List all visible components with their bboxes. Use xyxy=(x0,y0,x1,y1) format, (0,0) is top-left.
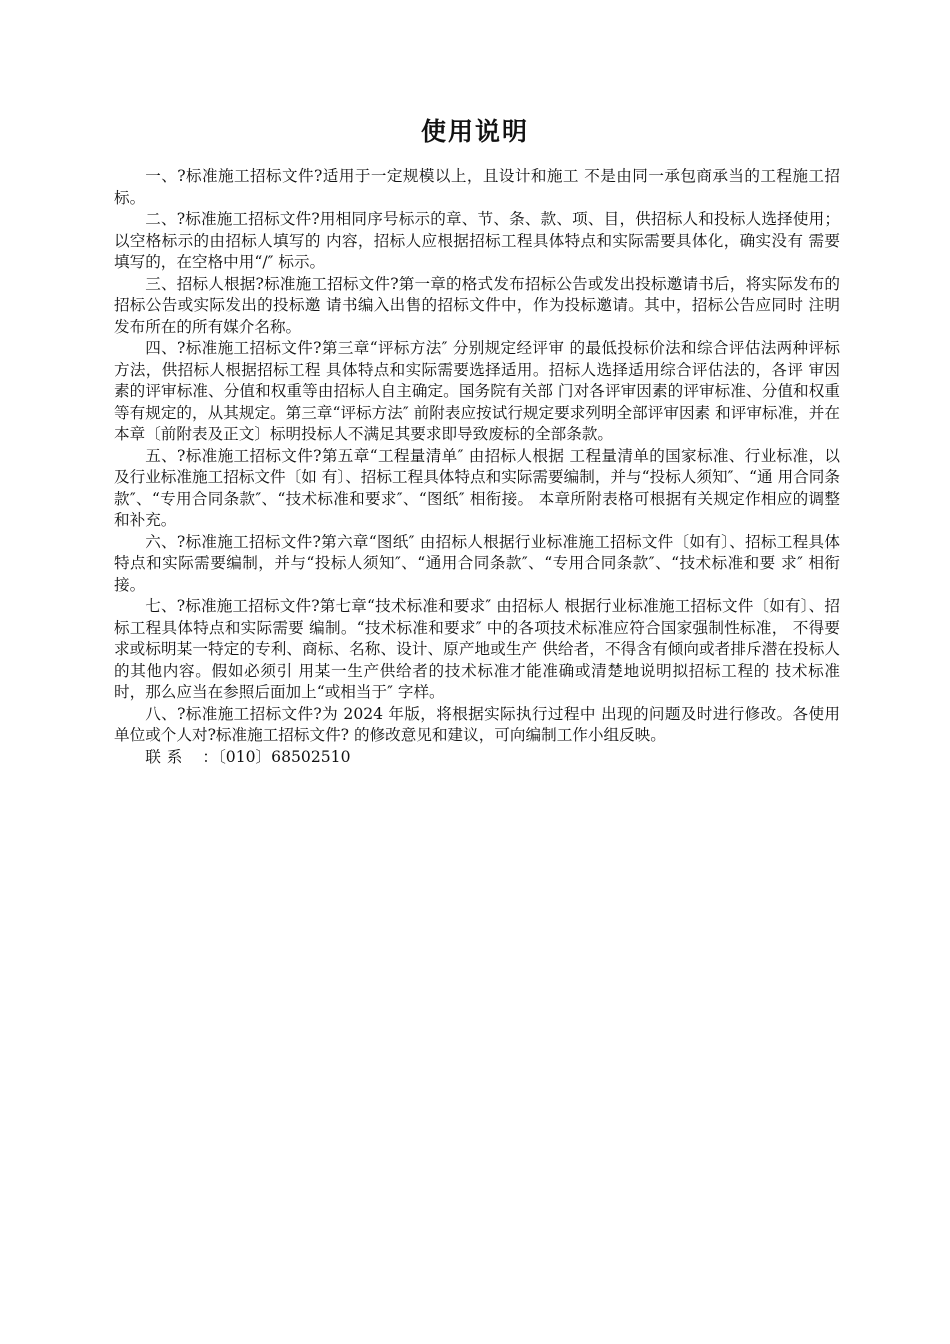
paragraph-3: 三、招标人根据?标准施工招标文件?第一章的格式发布招标公告或发出投标邀请书后，将实际发布的招标公告或实际发出的投标邀 请书编入出售的招标文件中，作为投标邀请。其中，招标公告应同时 注明发布所在的所有媒介名称。 xyxy=(114,274,840,336)
paragraph-6: 六、?标准施工招标文件?第六章“图纸″ 由招标人根据行业标准施工招标文件〔如有〕、招标工程具体特点和实际需要编制，并与“投标人须知″、“通用合同条款″、“专用合同条款″、“技术标准和要 求″ 相衔接。 xyxy=(114,532,840,594)
page-title: 使用说明 xyxy=(420,117,529,146)
contact-phone: 〔010〕68502510 xyxy=(218,747,351,766)
document-body xyxy=(114,166,840,768)
contact-line xyxy=(114,747,840,769)
contact-separator: ： xyxy=(202,747,218,766)
paragraph-8: 八、?标准施工招标文件?为 2024 年版，将根据实际执行过程中 出现的问题及时进行修改。各使用单位或个人对?标准施工招标文件? 的修改意见和建议，可向编制工作小组反映。 xyxy=(114,704,840,744)
paragraph-4: 四、?标准施工招标文件?第三章“评标方法″ 分别规定经评审 的最低投标价法和综合评估法两种评标方法，供招标人根据招标工程 具体特点和实际需要选择适用。招标人选择适用综合评估法的，各评 审因素的评审标准、分值和权重等由招标人自主确定。国务院有关部 门对各评审因素的评审标准、分值和权重等有规定的，从其规定。第三章“评标方法″ 前附表应按试行规定要求列明全部评审因素 和评审标准，并在本章〔前附表及正文〕标明投标人不满足其要求即导致废标的全部条款。 xyxy=(114,339,840,443)
paragraph-5: 五、?标准施工招标文件?第五章“工程量清单″ 由招标人根据 工程量清单的国家标准、行业标准，以及行业标准施工招标文件〔如 有〕、招标工程具体特点和实际需要编制，并与“投标人须知″、“通 用合同条款″、“专用合同条款″、“技术标准和要求″、“图纸″ 相衔接。 本章所附表格可根据有关规定作相应的调整和补充。 xyxy=(114,446,840,529)
contact-label: 联系 xyxy=(145,747,189,766)
paragraph-7: 七、?标准施工招标文件?第七章“技术标准和要求″ 由招标人 根据行业标准施工招标文件〔如有〕、招标工程具体特点和实际需要 编制。“技术标准和要求″ 中的各项技术标准应符合国家强制性标准， 不得要求或标明某一特定的专利、商标、名称、设计、原产地或生产 供给者，不得含有倾向或者排斥潜在投标人的其他内容。假如必须引 用某一生产供给者的技术标准才能准确或清楚地说明拟招标工程的 技术标准时，那么应当在参照后面加上“或相当于″ 字样。 xyxy=(114,597,840,701)
paragraph-2: 二、?标准施工招标文件?用相同序号标示的章、节、条、款、项、目，供招标人和投标人选择使用；以空格标示的由招标人填写的 内容，招标人应根据招标工程具体特点和实际需要具体化，确实没有 需要填写的，在空格中用“/″ 标示。 xyxy=(114,210,840,271)
paragraph-1: 一、?标准施工招标文件?适用于一定规模以上，且设计和施工 不是由同一承包商承当的工程施工招标。 xyxy=(114,167,840,207)
